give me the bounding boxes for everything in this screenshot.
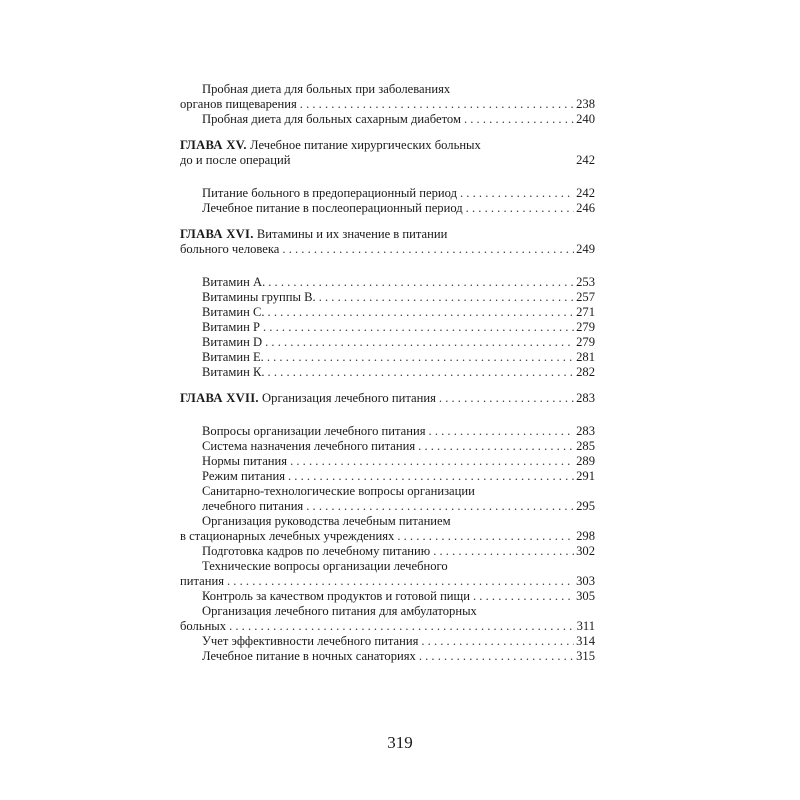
toc-entry-title: Витамин С. (202, 305, 265, 319)
leader-dots (419, 649, 574, 664)
toc-entry-title-line: в стационарных лечебных учреждениях (180, 529, 395, 543)
toc-entry-title-line: до и после операций (180, 153, 291, 167)
leader-dots (397, 529, 574, 544)
chapter-label: ГЛАВА XVI. (180, 227, 254, 241)
toc-page-number: 291 (576, 469, 595, 483)
toc-page-number: 303 (576, 574, 595, 588)
toc-entry-title-line: органов пищеварения (180, 97, 297, 111)
toc-chapter-entry (180, 227, 595, 257)
toc-page-number: 285 (576, 439, 595, 453)
toc-entry (180, 275, 595, 290)
toc-entry (180, 350, 595, 365)
leader-dots (265, 335, 574, 350)
leader-dots (268, 305, 575, 320)
toc-page-number: 295 (576, 499, 595, 513)
toc-entry-title-line: Организация лечебного питания для амбулаторных (202, 604, 477, 618)
table-of-contents (180, 82, 595, 664)
toc-entry-title: Режим питания (202, 469, 285, 483)
toc-entry-title-line: Витамины и их значение в питании (256, 227, 448, 241)
toc-entry-title: Питание больного в предоперационный период (202, 186, 457, 200)
leader-dots (319, 290, 574, 305)
toc-entry (180, 514, 595, 544)
toc-entry (180, 201, 595, 216)
leader-dots (263, 320, 574, 335)
toc-page-number: 298 (576, 529, 595, 543)
leader-dots (288, 469, 574, 484)
leader-dots (290, 454, 574, 469)
leader-dots (464, 112, 574, 127)
toc-entry-title: Витамин К. (202, 365, 265, 379)
toc-entry (180, 320, 595, 335)
toc-page-number: 311 (576, 619, 595, 633)
toc-entry-title: Вопросы организации лечебного питания (202, 424, 426, 438)
toc-entry-title-line: Организация руководства лечебным питанием (202, 514, 451, 528)
toc-page-number: 238 (576, 97, 595, 111)
leader-dots (460, 186, 574, 201)
toc-page-number: 242 (576, 153, 595, 167)
toc-entry-title: Витамин Е. (202, 350, 264, 364)
leader-dots (439, 391, 574, 406)
toc-entry-title: Подготовка кадров по лечебному питанию (202, 544, 431, 558)
leader-dots (227, 574, 574, 589)
toc-entry-title: Нормы питания (202, 454, 288, 468)
leader-dots (433, 544, 574, 559)
toc-page-number: 279 (576, 335, 595, 349)
toc-entry-title: Система назначения лечебного питания (202, 439, 416, 453)
toc-entry-title: Витамин Р (202, 320, 260, 334)
toc-entry-title-line: Технические вопросы организации лечебного (202, 559, 448, 573)
chapter-label: ГЛАВА XVII. (180, 391, 259, 405)
toc-page-number: 253 (576, 275, 595, 289)
leader-dots (418, 439, 574, 454)
toc-page-number: 289 (576, 454, 595, 468)
toc-entry (180, 290, 595, 305)
toc-entry-title-line: Санитарно-технологические вопросы организации (202, 484, 475, 498)
toc-entry (180, 112, 595, 127)
toc-entry-title: Организация лечебного питания (262, 391, 436, 405)
toc-entry-title-line: питания (180, 574, 224, 588)
toc-entry (180, 589, 595, 604)
toc-chapter-entry (180, 138, 595, 168)
toc-entry-title: Витамин D (202, 335, 263, 349)
toc-page-number: 302 (576, 544, 595, 558)
toc-page-number: 305 (576, 589, 595, 603)
toc-entry (180, 634, 595, 649)
toc-entry (180, 424, 595, 439)
leader-dots (268, 365, 575, 380)
toc-entry-title-line: больных (180, 619, 227, 633)
toc-entry (180, 649, 595, 664)
leader-dots (306, 499, 574, 514)
toc-entry (180, 469, 595, 484)
toc-entry (180, 439, 595, 454)
toc-page-number: 257 (576, 290, 595, 304)
leader-dots (429, 424, 575, 439)
page-number: 319 (387, 733, 413, 752)
toc-entry-title: Лечебное питание в ночных санаториях (202, 649, 416, 663)
chapter-label: ГЛАВА XV. (180, 138, 247, 152)
leader-dots (268, 275, 574, 290)
toc-page-number: 246 (576, 201, 595, 215)
toc-entry (180, 559, 595, 589)
toc-entry (180, 454, 595, 469)
leader-dots (282, 242, 574, 257)
toc-page-number: 279 (576, 320, 595, 334)
toc-page-number: 249 (576, 242, 595, 256)
toc-entry-title-line: больного человека (180, 242, 280, 256)
toc-entry (180, 484, 595, 514)
leader-dots (421, 634, 574, 649)
toc-entry (180, 604, 595, 634)
toc-page-number: 315 (576, 649, 595, 663)
toc-entry-title-line: лечебного питания (202, 499, 304, 513)
toc-page-number: 314 (576, 634, 595, 648)
toc-page-number: 283 (576, 391, 595, 405)
toc-entry (180, 335, 595, 350)
toc-entry-title: Пробная диета для больных сахарным диабетом (202, 112, 461, 126)
toc-entry (180, 305, 595, 320)
toc-entry (180, 544, 595, 559)
toc-entry (180, 365, 595, 380)
toc-page-number: 281 (576, 350, 595, 364)
toc-entry-title: Контроль за качеством продуктов и готовой пищи (202, 589, 470, 603)
toc-entry-title-line: Пробная диета для больных при заболеваниях (202, 82, 451, 96)
toc-entry (180, 186, 595, 201)
leader-dots (473, 589, 574, 604)
toc-page-number: 242 (576, 186, 595, 200)
toc-page-number: 271 (576, 305, 595, 319)
toc-entry-title: Учет эффективности лечебного питания (202, 634, 419, 648)
leader-dots (300, 97, 574, 112)
toc-entry-title: Лечебное питание в послеоперационный период (202, 201, 463, 215)
toc-entry (180, 82, 595, 112)
leader-dots (466, 201, 574, 216)
leader-dots (229, 619, 574, 634)
toc-page-number: 240 (576, 112, 595, 126)
toc-entry-title-line: Лечебное питание хирургических больных (250, 138, 481, 152)
toc-entry-title: Витамины группы В. (202, 290, 316, 304)
leader-dots (267, 350, 574, 365)
toc-page-number: 283 (576, 424, 595, 438)
toc-entry-title: Витамин А. (202, 275, 266, 289)
toc-chapter-entry (180, 391, 595, 406)
toc-page-number: 282 (576, 365, 595, 379)
